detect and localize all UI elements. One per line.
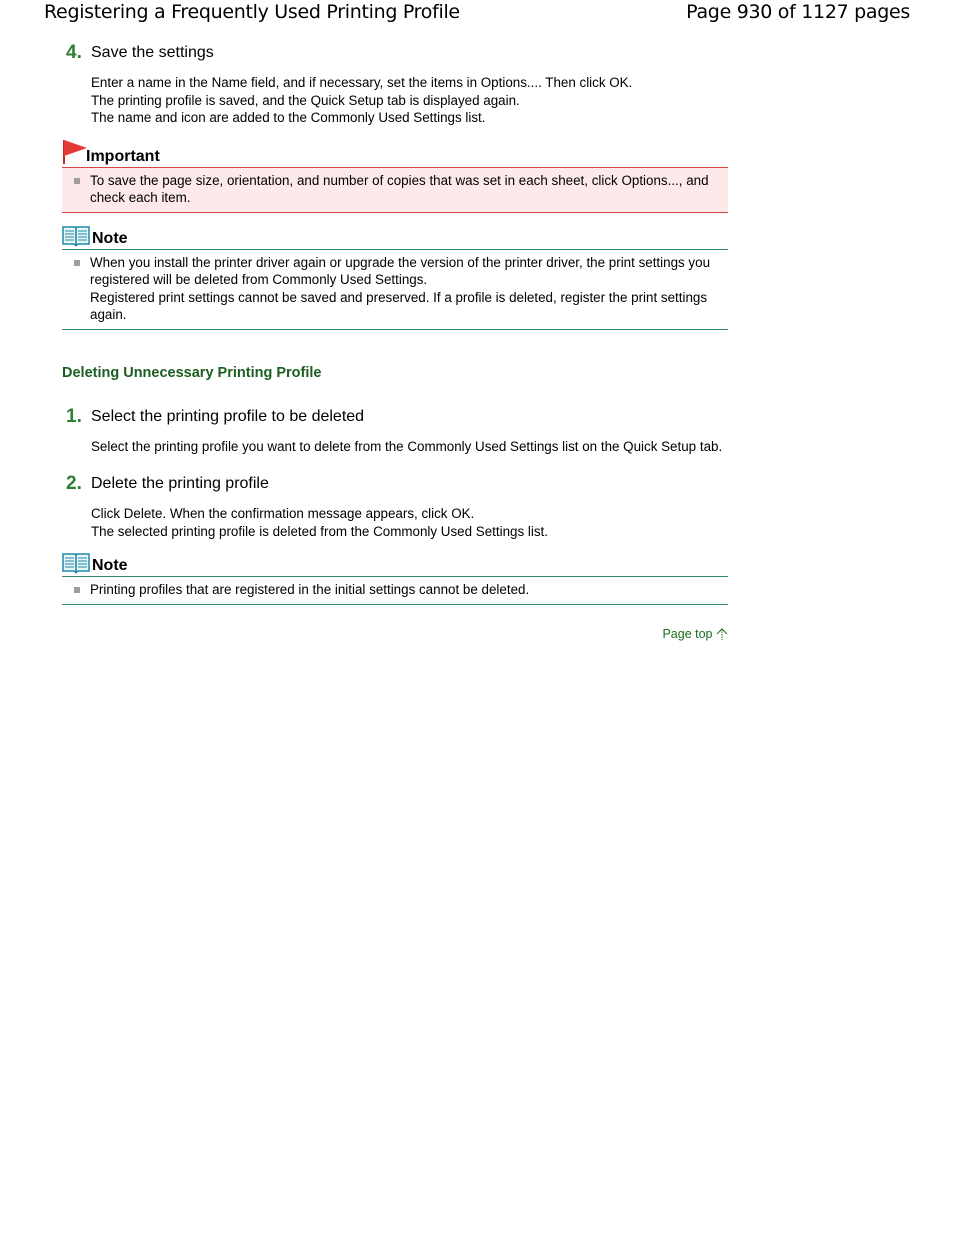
list-item (62, 254, 728, 324)
step-body (91, 74, 728, 127)
open-book-icon (62, 552, 90, 574)
step-text: Select the printing profile you want to delete from the Commonly Used Settings list on the Quick Setup tab. (91, 438, 723, 454)
step-number: 2. (66, 473, 82, 494)
square-bullet-icon (74, 260, 80, 266)
step-title: Delete the printing profile (91, 475, 269, 492)
section-heading: Deleting Unnecessary Printing Profile (62, 364, 322, 381)
note-list (62, 254, 728, 324)
step-title: Save the settings (91, 44, 214, 61)
step-1 (62, 406, 728, 456)
note-header (62, 221, 728, 249)
up-arrow-icon (716, 628, 728, 640)
important-header (62, 139, 728, 167)
important-body (62, 167, 728, 213)
step-header (62, 406, 728, 430)
step-header (62, 42, 728, 66)
step-number: 1. (66, 405, 82, 427)
list-item (62, 581, 728, 599)
note-text: Printing profiles that are registered in the initial settings cannot be deleted. (90, 582, 530, 597)
step-body (91, 505, 728, 540)
step-text: Click Delete. When the confirmation message appears, click OK. (91, 506, 475, 521)
important-callout (62, 139, 728, 213)
step-text: The selected printing profile is deleted from the Commonly Used Settings list. (91, 523, 548, 539)
open-book-icon (62, 225, 90, 247)
note-label: Note (92, 229, 128, 247)
important-list (62, 172, 728, 207)
step-text: The name and icon are added to the Commonly Used Settings list. (91, 110, 486, 125)
note-callout (62, 548, 728, 605)
note-callout (62, 221, 728, 330)
page-indicator: Page 930 of 1127 pages (686, 1, 910, 23)
note-label: Note (92, 557, 128, 574)
step-text: The printing profile is saved, and the Quick Setup tab is displayed again. (91, 92, 520, 108)
page-top-row (62, 627, 728, 647)
step-body (91, 438, 728, 456)
note-header (62, 548, 728, 576)
note-text: Registered print settings cannot be saved and preserved. If a profile is deleted, register the print settings again. (90, 289, 708, 322)
step-title: Select the printing profile to be deleted (91, 407, 365, 425)
step-header (62, 473, 728, 497)
list-item (62, 172, 728, 207)
page-top-label: Page top (662, 626, 713, 641)
page-header (0, 0, 954, 26)
note-body (62, 249, 728, 330)
step-text: Enter a name in the Name field, and if necessary, set the items in Options.... Then click OK. (91, 75, 633, 90)
step-number: 4. (66, 42, 82, 63)
square-bullet-icon (74, 178, 80, 184)
note-body (62, 576, 728, 605)
page-top-link[interactable] (662, 627, 728, 641)
step-2 (62, 473, 728, 540)
step-4 (62, 42, 728, 127)
important-text: To save the page size, orientation, and number of copies that was set in each sheet, click Options..., and check each item. (90, 172, 709, 205)
note-list (62, 581, 728, 599)
red-flag-icon (62, 139, 88, 165)
content-area (62, 42, 728, 647)
square-bullet-icon (74, 587, 80, 593)
note-text: When you install the printer driver again or upgrade the version of the printer driver, the print settings you registered will be deleted from Commonly Used Settings. (90, 254, 711, 287)
important-label: Important (86, 147, 160, 165)
document-title: Registering a Frequently Used Printing Profile (44, 1, 460, 23)
